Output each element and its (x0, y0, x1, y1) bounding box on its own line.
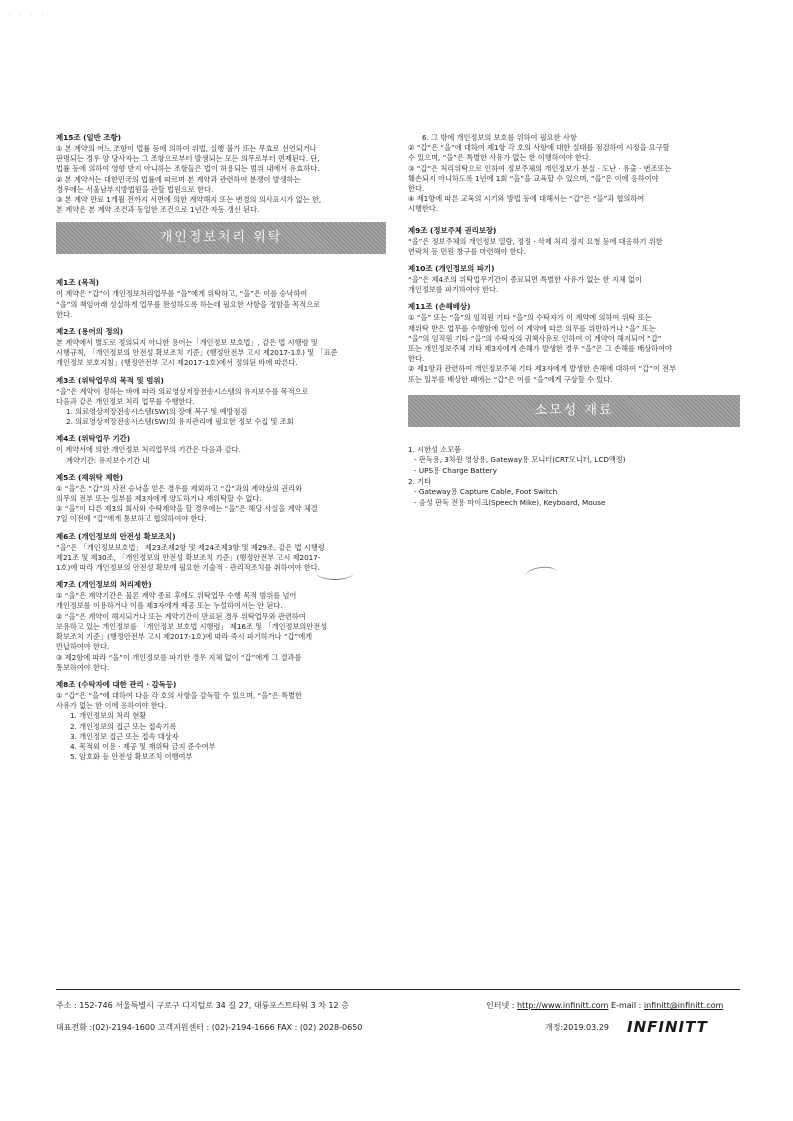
article-line: ① “갑”은 “을”에 대하여 다음 각 호의 사항을 감독할 수 있으며, “을”은 특별한 (56, 690, 302, 700)
article-line: 통보하여야 한다. (56, 662, 110, 672)
article (408, 226, 740, 257)
article-line: ② “을”이 다른 제3의 회사와 수탁계약을 할 경우에는 “을”은 해당 사실을 계약 체결 (56, 504, 318, 514)
email-link[interactable]: infinitt@infinitt.com (643, 1001, 724, 1010)
article-8-continued (408, 133, 740, 215)
infinitt-logo: INFINITT (627, 1018, 708, 1036)
article-line: 1. 개인정보의 처리 현황 (70, 711, 147, 721)
list-item: 2. 기타 (408, 476, 432, 486)
article (408, 264, 740, 295)
article-line: 5. 암호화 등 안전성 확보조치 이행여부 (70, 752, 193, 762)
privacy-articles (56, 278, 386, 762)
footer-phones: 대표전화 :(02)-2194-1600 고객지원센터 : (02)-2194-1666 FAX : (02) 2028-0650 (56, 1023, 363, 1032)
article-line: 2. 의료영상저장전송시스템(SW)의 유지관리에 필요한 정보 수집 및 조회 (66, 417, 294, 427)
article-line: 2. 개인정보의 접근 또는 접속기록 (70, 721, 177, 731)
list-item: - UPS용 Charge Battery (414, 466, 497, 476)
article-line: “을”의 책임아래 성실하게 업무를 완성하도록 하는데 필요한 사항을 정함을 목적으로 (56, 299, 321, 309)
article-title: 제10조 (개인정보의 파기) (408, 264, 495, 274)
article-body (56, 387, 386, 428)
section-banner-privacy: 개인정보처리 위탁 (56, 222, 386, 254)
article-line: 이 계약서에 의한 개인정보 처리업무의 기간은 다음과 같다. (56, 445, 241, 455)
article-title: 제2조 (용어의 정의) (56, 327, 124, 337)
list-item: - 음성 판독 전용 마이크(Speech Mike), Keyboard, Mouse (414, 497, 606, 507)
article-line: 시행규칙, 「개인정보의 안전성 확보조치 기준」(행정안전부 고시 제2017-1호) 및 「표준 (56, 348, 338, 358)
consumables-list (408, 445, 740, 509)
article-line: 한다. (56, 309, 73, 319)
article-line: 반납하여야 한다. (56, 642, 110, 652)
article-line: 시행한다. (408, 204, 439, 214)
article-line: 보유하고 있는 개인정보를 「개인정보 보호법 시행령」 제16조 및 「개인정보의안전성 (56, 621, 328, 631)
left-column (56, 133, 386, 769)
article-line: 본 계약은 본 계약 조건과 동일한 조건으로 1년간 자동 갱신 된다. (56, 205, 260, 215)
article-title: 제15조 (일반 조항) (56, 133, 122, 142)
article-line: 1. 의료영상저장전송시스템(SW)의 장애 복구 및 예방점검 (66, 407, 248, 417)
article-title: 제5조 (재위탁 제한) (56, 472, 124, 482)
article-body (408, 275, 740, 295)
article-body (56, 591, 386, 673)
article-title: 제11조 (손해배상) (408, 302, 471, 312)
article-line: 4. 목적외 이용 · 제공 및 재위탁 금지 준수여부 (70, 741, 216, 751)
article-title: 제3조 (위탁업무의 목적 및 범위) (56, 375, 164, 385)
article-line: ① “을”은 “갑”의 사전 승낙을 얻은 경우를 제외하고 “갑”과의 계약상의 권리와 (56, 483, 303, 493)
section-banner-consumables: 소모성 재료 (408, 395, 740, 427)
article-line: 본 계약에서 별도로 정의되지 아니한 용어는「개인정보 보호법」, 같은 법 시행령 및 (56, 338, 318, 348)
article-line: 개인정보를 이용하거나 이를 제3자에게 제공 또는 누설하여서는 안 된다. (56, 601, 283, 611)
article-line: 개인정보를 파기하여야 한다. (408, 285, 499, 295)
article-line: ③ 본 계약 만료 1개월 전까지 서면에 의한 계약해지 또는 변경의 의사표시가 없는 한, (56, 195, 322, 205)
footer-contact (486, 1000, 723, 1011)
article-line: 7일 이전에 “갑”에게 통보하고 협의하여야 한다. (56, 514, 207, 524)
article-line: 계약기간: 유지보수기간 내 (66, 455, 150, 465)
article (56, 278, 386, 320)
list-item: - 판독용, 3차원 영상용, Gateway용 모니터(CRT모니터, LCD액정) (414, 455, 626, 465)
article-line: ① “을”은 계약기간은 물론 계약 종료 후에도 위탁업무 수행 목적 범위를 넘어 (56, 591, 297, 601)
article-line: “을”은 정보주체의 개인정보 열람, 정정 · 삭제 처리 정지 요청 등에 대응하기 위한 (408, 236, 663, 246)
article-line: 훼손되지 아니하도록 1년에 1회 “을”을 교육할 수 있으며, “을”은 이에 응하여야 (408, 173, 659, 183)
article-line: 의무의 전부 또는 일부를 제3자에게 양도하거나 재위탁할 수 없다. (56, 494, 262, 504)
article-line: ④ 제1항에 따른 교육의 시기와 방법 등에 대해서는 “갑”은 “을”과 협의하여 (408, 194, 645, 204)
article-title: 제4조 (위탁업무 기간) (56, 434, 131, 444)
article (56, 473, 386, 525)
article-line: 한다. (408, 354, 425, 364)
article-line: 1호)에 따라 개인정보의 안전성 확보에 필요한 기술적 · 관리적조치를 취하여야 한다. (56, 563, 320, 573)
article-body (408, 313, 740, 384)
article (56, 680, 386, 762)
article-line: 6. 그 밖에 개인정보의 보호를 위하여 필요한 사항 (422, 133, 577, 142)
signature-mark (524, 565, 558, 584)
article-line: ② 본 계약서는 대한민국의 법률에 따르며 본 계약과 관련하여 분쟁이 발생하는 (56, 174, 301, 184)
email-label: E-mail : (611, 1001, 642, 1010)
right-articles (408, 226, 740, 385)
article-15 (56, 133, 386, 215)
article-title: 제6조 (개인정보의 안전성 확보조치) (56, 531, 176, 541)
article-line: 연락처 등 민원 창구를 마련해야 한다. (408, 246, 526, 256)
article-line: 또는 일부를 배상한 때에는 “갑”은 이를 “을”에게 구상할 수 있다. (408, 374, 613, 384)
article-body (56, 484, 386, 525)
article-line: “을”은 계약이 정하는 바에 따라 의료영상저장전송시스템의 유지보수를 목적으로 (56, 386, 309, 396)
right-column (408, 133, 740, 508)
article-body (408, 133, 740, 215)
article-line: 사유가 없는 한 이에 응하여야 한다. (56, 701, 167, 711)
article-line: 수 있으며, “을”은 특별한 사유가 없는 한 이행하여야 한다. (408, 153, 592, 163)
article-title: 제7조 (개인정보의 처리제한) (56, 580, 152, 590)
article-line: ① 본 계약의 어느 조항이 법률 등에 의하여 위법, 실행 불가 또는 무효로 선언되거나 (56, 144, 317, 153)
article-line: ② “갑”은 “을”에 대하여 제1항 각 호의 사항에 대한 실태를 점검하여 시정을 요구할 (408, 143, 670, 153)
article-line: “을”의 임직원 기타 “을”의 수탁자의 귀책사유로 인하여 이 계약이 해지되어 “갑” (408, 333, 662, 343)
article-line: 판명되는 경우 양 당사자는 그 조항으로부터 발생되는 모든 의무로부터 면제된다. 단, (56, 154, 320, 164)
article-line: 제21조 및 제30조, 「개인정보의 안전성 확보조치 기준」(행정안전부 고시 제2017- (56, 552, 321, 562)
article (408, 302, 740, 384)
article-line: ② “을”은 계약이 해지되거나 또는 계약기간이 만료된 경우 위탁업무와 관련하여 (56, 611, 306, 621)
article-line: 경우에는 서울남부지방법원을 관할 법원으로 한다. (56, 184, 214, 194)
article-line: 확보조치 기준」(행정안전부 고시 제2017-1호)에 따라 즉시 파기하거나 “갑”에게 (56, 632, 313, 642)
scan-marks: · · · · (8, 10, 47, 19)
signature-mark (316, 565, 354, 580)
article-body (56, 691, 386, 762)
article-body (56, 144, 386, 215)
article (56, 434, 386, 465)
article-line: 재위탁 받은 업무를 수행함에 있어 이 계약에 따른 의무를 위반하거나 “을” 또는 (408, 323, 656, 333)
footer-address: 주소 : 152-746 서울특별시 구로구 디지털로 34 길 27, 대륭포스트타워 3 차 12 층 (56, 1001, 349, 1010)
article (56, 376, 386, 428)
revision-date: 개정:2019.03.29 (545, 1023, 609, 1032)
article-title: 제9조 (정보주체 권리보장) (408, 225, 497, 235)
footer-divider (56, 989, 740, 990)
internet-label: 인터넷 : (486, 1001, 515, 1010)
article-title: 제1조 (목적) (56, 278, 100, 288)
article-body (56, 289, 386, 320)
article-line: 3. 개인정보 접근 또는 접속 대상자 (70, 731, 179, 741)
list-item: - Gateway용 Capture Cable, Foot Switch (414, 487, 558, 497)
article-line: ③ 제2항에 따라 “을”이 개인정보를 파기한 경우 지체 없이 “갑”에게 그 결과를 (56, 652, 302, 662)
list-item: 1. 시한성 소모품 (408, 444, 462, 454)
website-link[interactable]: http://www.infinitt.com (516, 1001, 609, 1010)
article-title: 제8조 (수탁자에 대한 관리 · 감독등) (56, 679, 177, 689)
article-line: 한다. (408, 184, 425, 194)
article-line: ③ “갑”은 처리위탁으로 인하여 정보주체의 개인정보가 분실 · 도난 · 유출 · 변조또는 (408, 163, 672, 173)
article-line: 개인정보 보호지침」(행정안전부 고시 제2017-1호)에서 정의된 바에 따른다. (56, 358, 298, 368)
article-line: 또는 개인정보주체 기타 제3자에게 손해가 발생한 경우 “을”은 그 손해를 배상하여야 (408, 344, 672, 354)
article (56, 580, 386, 673)
article-line: 법률 등에 의하여 영향 받지 아니하는 조항들은 법이 허용되는 범위 내에서 유효하다. (56, 164, 320, 174)
article-line: ① “을” 또는 “을”의 임직원 기타 “을”의 수탁자가 이 계약에 의하여 위탁 또는 (408, 313, 652, 323)
article-line: “을”은 제4조의 위탁업무기간이 종료되면 특별한 사유가 없는 한 지체 없이 (408, 275, 642, 285)
article-body (408, 237, 740, 257)
article-line: “을”은 「개인정보보호법」 제23조제2항 및 제24조제3항 및 제29조, 같은 법 시행령 (56, 542, 325, 552)
article (56, 327, 386, 369)
article-line: 이 계약은 “갑”이 개인정보처리업무를 “을”에게 위탁하고, “을”은 이를 승낙하여 (56, 289, 308, 299)
article-line: ② 제1항과 관련하여 개인정보주체 기타 제3자에게 발생한 손해에 대하여 “갑”이 전부 (408, 364, 677, 374)
article-line: 다음과 같은 개인정보 처리 업무를 수행한다. (56, 396, 195, 406)
article-body (56, 338, 386, 369)
article-body (56, 445, 386, 465)
